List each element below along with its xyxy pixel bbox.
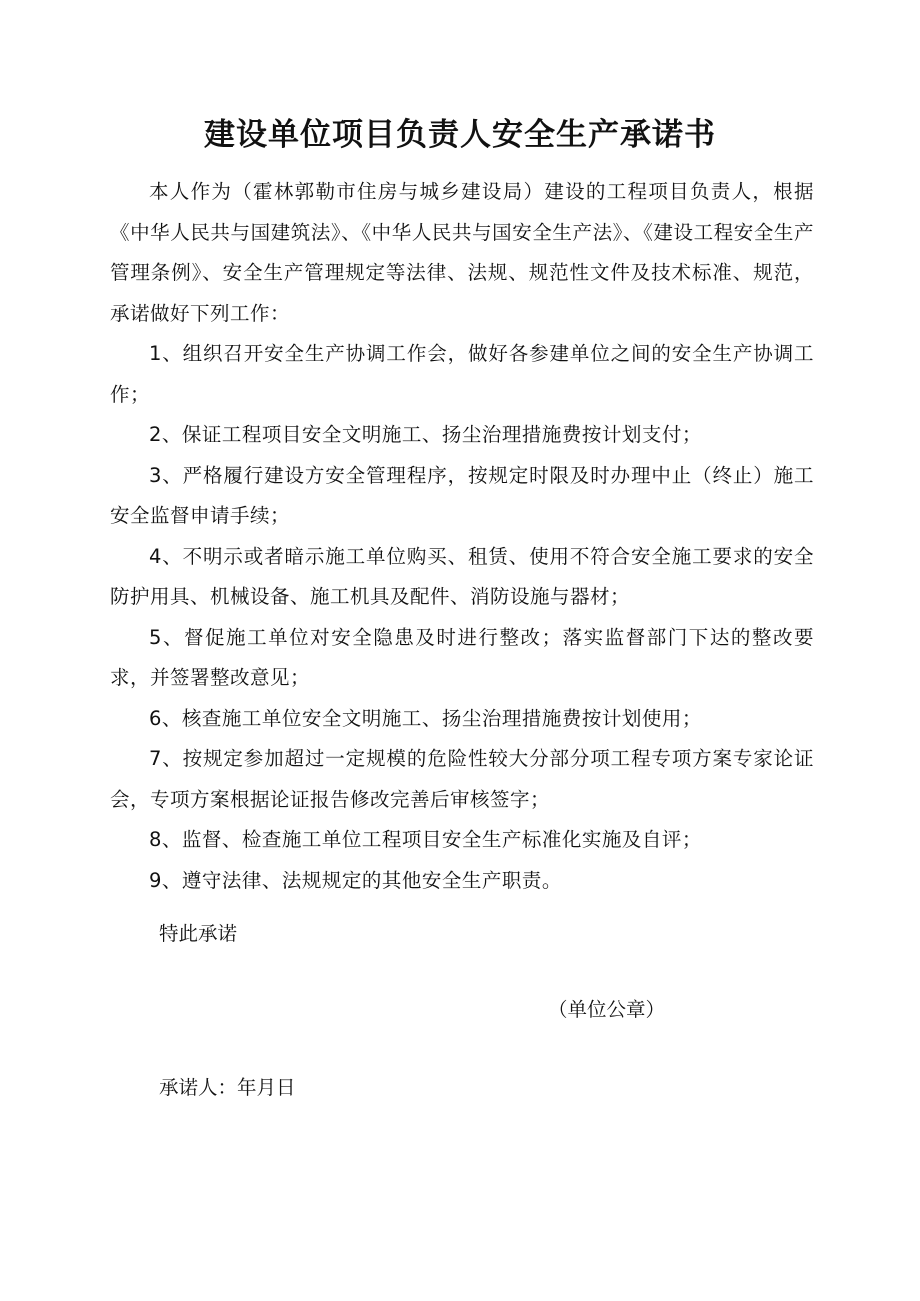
list-item: 3、严格履行建设方安全管理程序，按规定时限及时办理中止（终止）施工安全监督申请手续； (110, 463, 814, 527)
closing-statement: 特此承诺 (159, 922, 238, 945)
list-item: 7、按规定参加超过一定规模的危险性较大分部分项工程专项方案专家论证会，专项方案根据论证报告修改完善后审核签字； (110, 747, 814, 811)
list-item: 5、督促施工单位对安全隐患及时进行整改；落实监督部门下达的整改要求，并签署整改意见； (110, 625, 814, 689)
list-item: 6、核查施工单位安全文明施工、扬尘治理措施费按计划使用； (149, 706, 702, 730)
signer-line: 承诺人：年月日 (159, 1076, 296, 1099)
document-body (110, 172, 814, 901)
document-title: 建设单位项目负责人安全生产承诺书 (204, 116, 716, 153)
intro-paragraph: 本人作为（霍林郭勒市住房与城乡建设局）建设的工程项目负责人，根据《中华人民共与国建筑法》、《中华人民共与国安全生产法》、《建设工程安全生产管理条例》、安全生产管理规定等法律、法规、规范性文件及技术标准、规范，承诺做好下列工作： (110, 180, 814, 325)
list-item: 1、组织召开安全生产协调工作会，做好各参建单位之间的安全生产协调工作； (110, 342, 814, 406)
seal-placeholder: （单位公章） (548, 998, 666, 1021)
list-item: 8、监督、检查施工单位工程项目安全生产标准化实施及自评； (149, 828, 702, 851)
list-item: 9、遵守法律、法规规定的其他安全生产职责。 (149, 868, 562, 892)
list-item: 4、不明示或者暗示施工单位购买、租赁、使用不符合安全施工要求的安全防护用具、机械设备、施工机具及配件、消防设施与器材； (110, 544, 814, 608)
list-item: 2、保证工程项目安全文明施工、扬尘治理措施费按计划支付； (149, 423, 702, 446)
